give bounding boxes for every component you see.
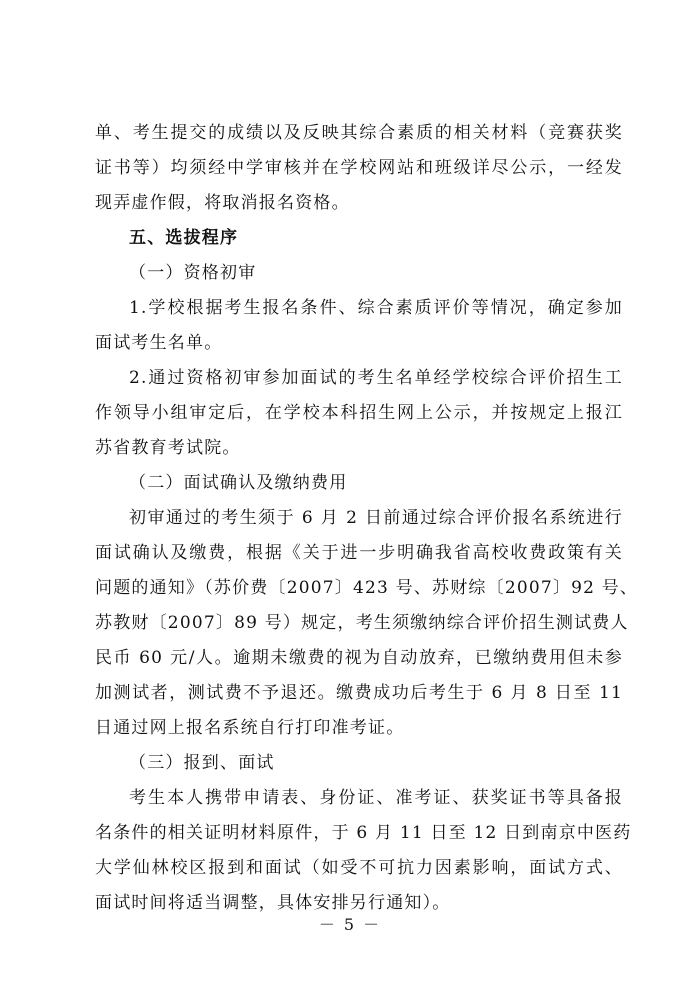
page-number: － 5 － bbox=[318, 915, 382, 934]
paragraph-line: 苏教财〔2007〕89 号）规定，考生须缴纳综合评价招生测试费人 bbox=[95, 613, 629, 633]
paragraph-line: 面试时间将适当调整，具体安排另行通知）。 bbox=[95, 893, 451, 913]
paragraph-line: 民币 60 元/人。逾期未缴费的视为自动放弃，已缴纳费用但未参 bbox=[95, 648, 623, 668]
document-body bbox=[95, 116, 639, 921]
section-heading: 五、选拔程序 bbox=[129, 228, 239, 248]
subsection-heading: （二）面试确认及缴纳费用 bbox=[129, 473, 348, 493]
paragraph-line: 单、考生提交的成绩以及反映其综合素质的相关材料（竞赛获奖 bbox=[95, 123, 623, 143]
paragraph-line: 2.通过资格初审参加面试的考生名单经学校综合评价招生工 bbox=[129, 368, 623, 388]
paragraph-line: 加测试者，测试费不予退还。缴费成功后考生于 6 月 8 日至 11 bbox=[95, 683, 623, 703]
paragraph-line: 日通过网上报名系统自行打印准考证。 bbox=[95, 718, 405, 738]
paragraph-line: 问题的通知》（苏价费〔2007〕423 号、苏财综〔2007〕92 号、 bbox=[95, 578, 639, 598]
subsection-heading: （三）报到、面试 bbox=[129, 753, 275, 773]
paragraph-line: 初审通过的考生须于 6 月 2 日前通过综合评价报名系统进行 bbox=[129, 508, 623, 528]
subsection-heading: （一）资格初审 bbox=[129, 263, 257, 283]
paragraph-line: 苏省教育考试院。 bbox=[95, 438, 241, 458]
paragraph-line: 考生本人携带申请表、身份证、准考证、获奖证书等具备报 bbox=[129, 788, 623, 808]
paragraph-line: 大学仙林校区报到和面试（如受不可抗力因素影响，面试方式、 bbox=[95, 858, 623, 878]
paragraph-line: 1.学校根据考生报名条件、综合素质评价等情况，确定参加 bbox=[129, 298, 623, 318]
paragraph-line: 证书等）均须经中学审核并在学校网站和班级详尽公示，一经发 bbox=[95, 158, 623, 178]
paragraph-line: 名条件的相关证明材料原件，于 6 月 11 日至 12 日到南京中医药 bbox=[95, 823, 632, 843]
paragraph-line: 作领导小组审定后，在学校本科招生网上公示，并按规定上报江 bbox=[95, 403, 623, 423]
paragraph-line: 现弄虚作假，将取消报名资格。 bbox=[95, 193, 350, 213]
paragraph-line: 面试确认及缴费，根据《关于进一步明确我省高校收费政策有关 bbox=[95, 543, 623, 563]
paragraph-line: 面试考生名单。 bbox=[95, 333, 223, 353]
